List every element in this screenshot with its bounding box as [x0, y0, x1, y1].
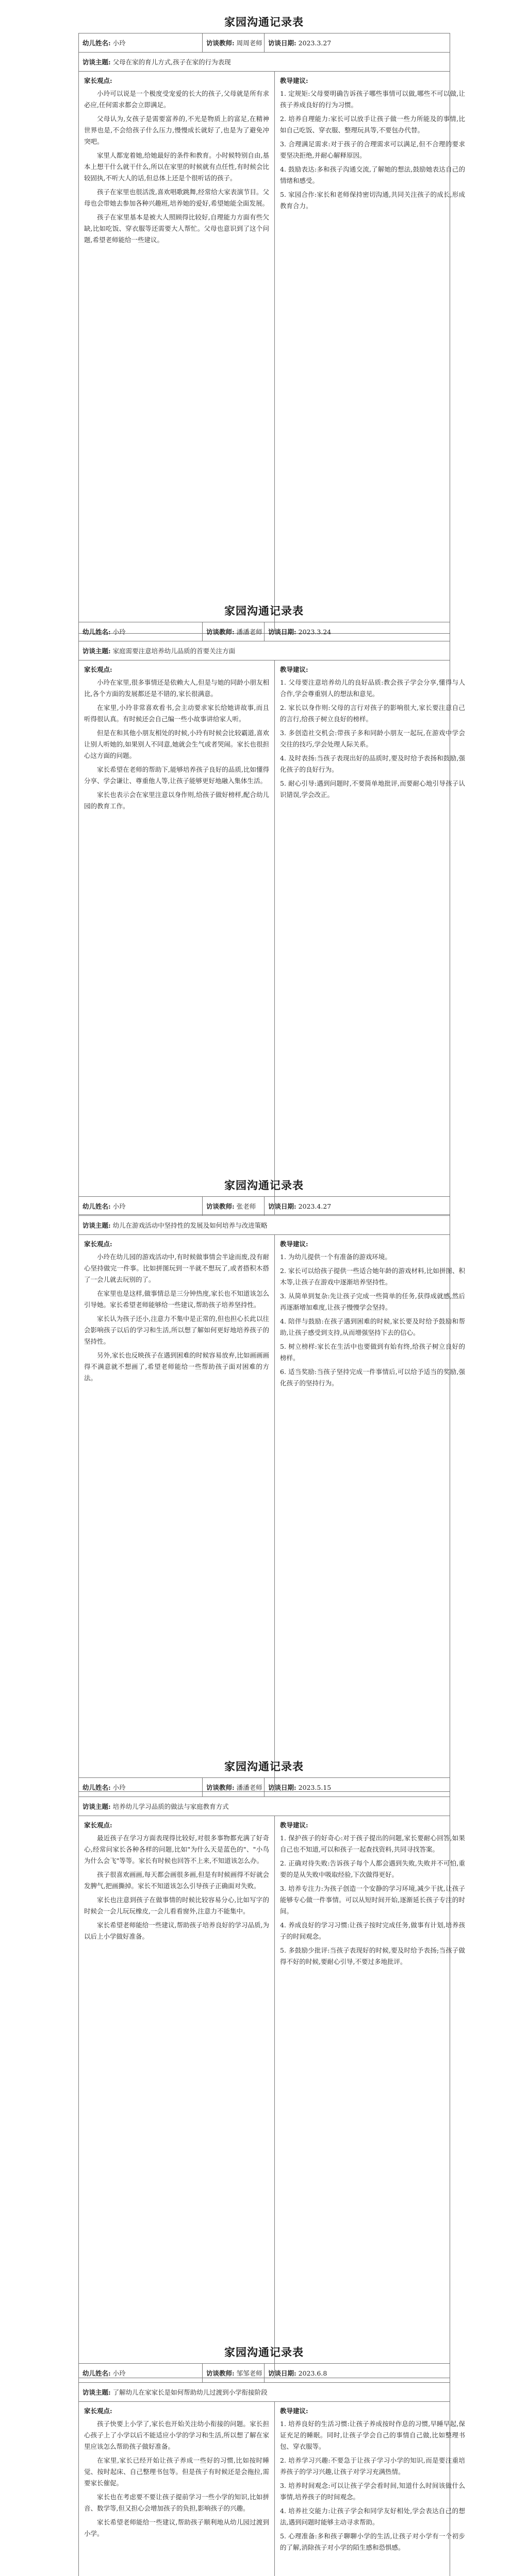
date-cell: [265, 33, 450, 53]
child-name-label: 幼儿姓名:: [82, 39, 111, 47]
parent-column: [79, 2402, 275, 2576]
teacher-cell: [203, 1197, 265, 1216]
teacher-cell: [203, 2364, 265, 2383]
parent-column: [79, 1235, 275, 1791]
parent-view-heading: 家长观点:: [84, 2407, 112, 2415]
date-cell: [265, 1778, 450, 1797]
child-name-value: 小玲: [112, 1202, 126, 1210]
record-5: [78, 2342, 465, 2576]
parent-paragraph: 家长也注意到孩子在做事情的时候比较容易分心,比如写字的时候会一会儿玩玩橡皮,一会儿看看窗外,注意力不能集中。: [84, 1896, 269, 1915]
parent-paragraph: 孩子在家里基本是被大人照顾得比较好,自理能力方面有些欠缺,比如吃饭、穿衣服等还需要大人帮忙。父母也意识到了这个问题,希望老师能给一些建议。: [84, 213, 269, 244]
teacher-advice-heading: 教导建议:: [280, 1821, 308, 1829]
topic-value: 家庭需要注意培养幼儿品质的首要关注方面: [112, 647, 236, 655]
record-table: [78, 1196, 465, 1792]
date-label: 访谈日期:: [268, 1784, 296, 1791]
teacher-paragraph: 3. 培养专注力:为孩子创造一个安静的学习环境,减少干扰,让孩子能够专心做一件事情。可以从短时间开始,逐渐延长孩子专注的时间。: [280, 1885, 465, 1915]
teacher-label: 访谈教师:: [206, 1784, 235, 1791]
parent-paragraph: 孩子快要上小学了,家长也开始关注幼小衔接的问题。家长担心孩子上了小学以后不能适应小学的学习和生活,所以想了解在家里应该怎么帮助孩子做好准备。: [84, 2420, 269, 2450]
parent-column: [79, 1816, 275, 2378]
teacher-label: 访谈教师:: [206, 1202, 235, 1210]
parent-paragraph: 在家里,家长已经开始让孩子养成一些好的习惯,比如按时睡觉、按时起床、自己整理书包等。但是孩子有时候还是会拖拉,需要家长催促。: [84, 2456, 269, 2487]
topic-cell: [79, 641, 450, 660]
topic-label: 访谈主题:: [82, 1803, 111, 1810]
teacher-advice-heading: 教导建议:: [280, 1240, 308, 1248]
parent-view-heading: 家长观点:: [84, 1821, 112, 1829]
teacher-value: 潘潘老师: [236, 1784, 262, 1791]
parent-paragraph: 在家里,小玲非常喜欢看书,会主动要求家长给她讲故事,而且听得很认真。有时候还会自己编一些小故事讲给家人听。: [84, 704, 269, 723]
teacher-cell: [203, 33, 265, 53]
teacher-paragraph: 5. 心理准备:多和孩子聊聊小学的生活,让孩子对小学有一个初步的了解,消除孩子对小学的陌生感和恐惧感。: [280, 2532, 465, 2551]
teacher-advice-heading: 教导建议:: [280, 77, 308, 84]
parent-paragraph: 小玲在幼儿园的游戏活动中,有时候做事情会半途而废,没有耐心坚持做完一件事。比如拼图玩到一半就不想玩了,或者搭积木搭了一会儿就去玩别的了。: [84, 1253, 269, 1283]
parent-paragraph: 最近孩子在学习方面表现得比较好,对很多事物都充满了好奇心,经常问家长各种各样的问题,比如"为什么天是蓝色的"、"小鸟为什么会飞"等等。家长有时候也回答不上来,不知道该怎么办。: [84, 1834, 269, 1865]
teacher-paragraph: 5. 多鼓励少批评:当孩子表现好的时候,要及时给予表扬;当孩子做得不好的时候,要耐心引导,不要过多地批评。: [280, 1946, 465, 1965]
record-title: 家园沟通记录表: [224, 2346, 304, 2359]
teacher-paragraph: 5. 树立榜样:家长在生活中也要做到有始有终,给孩子树立良好的榜样。: [280, 1343, 465, 1362]
record-title: 家园沟通记录表: [224, 604, 304, 617]
teacher-value: 周周老师: [236, 39, 262, 47]
child-name-value: 小玲: [112, 1784, 126, 1791]
topic-label: 访谈主题:: [82, 1222, 111, 1229]
teacher-paragraph: 2. 培养学习兴趣:不要急于让孩子学习小学的知识,而是要注重培养孩子的学习兴趣,让孩子对学习充满热情。: [280, 2456, 465, 2476]
date-label: 访谈日期:: [268, 39, 296, 47]
teacher-paragraph: 4. 及时表扬:当孩子表现出好的品质时,要及时给予表扬和鼓励,强化孩子的良好行为。: [280, 754, 465, 773]
child-name-label: 幼儿姓名:: [82, 1202, 111, 1210]
teacher-paragraph: 1. 保护孩子的好奇心:对于孩子提出的问题,家长要耐心回答,如果自己也不知道,可以和孩子一起查找资料,共同寻找答案。: [280, 1834, 465, 1853]
parent-paragraph: 家长希望老师能给一些建议,帮助孩子培养良好的学习品质,为以后上小学做好准备。: [84, 1921, 269, 1940]
teacher-paragraph: 3. 培养时间观念:可以让孩子学会看时间,知道什么时间该做什么事情,培养孩子的时间观念。: [280, 2482, 465, 2501]
teacher-paragraph: 1. 为幼儿提供一个有准备的游戏环境。: [280, 1253, 391, 1261]
teacher-paragraph: 2. 家长可以给孩子提供一些适合她年龄的游戏材料,比如拼图、积木等,让孩子在游戏中逐渐培养坚持性。: [280, 1267, 465, 1286]
date-value: 2023.3.27: [298, 39, 332, 47]
teacher-advice-heading: 教导建议:: [280, 666, 308, 673]
topic-label: 访谈主题:: [82, 58, 111, 66]
teacher-column: [275, 1235, 471, 1791]
record-table: [78, 2363, 465, 2576]
date-cell: [265, 622, 450, 641]
date-value: 2023.5.15: [298, 1784, 332, 1791]
teacher-paragraph: 2. 培养自理能力:家长可以放手让孩子做一些力所能及的事情,比如自己吃饭、穿衣服、整理玩具等,不要包办代替。: [280, 115, 465, 134]
teacher-paragraph: 2. 正确对待失败:告诉孩子每个人都会遇到失败,失败并不可怕,重要的是从失败中吸取经验,下次做得更好。: [280, 1859, 465, 1878]
record-3: [78, 1175, 465, 1792]
child-name-cell: [79, 1197, 203, 1216]
teacher-column: [275, 72, 471, 633]
record-title: 家园沟通记录表: [224, 15, 304, 28]
topic-value: 了解幼儿在家家长是如何帮助幼儿过渡到小学衔接阶段: [112, 2388, 268, 2396]
parent-paragraph: 孩子很喜欢画画,每天都会画很多画,但是有时候画得不好就会发脾气,把画撕掉。家长不知道该怎么引导孩子正确面对失败。: [84, 1871, 269, 1890]
teacher-value: 邹邹老师: [236, 2369, 262, 2377]
record-2: [78, 600, 465, 1215]
date-label: 访谈日期:: [268, 1202, 296, 1210]
child-name-cell: [79, 2364, 203, 2383]
teacher-label: 访谈教师:: [206, 39, 235, 47]
teacher-paragraph: 4. 鼓励表达:多和孩子沟通交流,了解她的想法,鼓励她表达自己的情绪和感受。: [280, 165, 465, 184]
date-value: 2023.6.8: [298, 2369, 327, 2377]
teacher-paragraph: 6. 适当奖励:当孩子坚持完成一件事情后,可以给予适当的奖励,强化孩子的坚持行为。: [280, 1368, 465, 1387]
child-name-value: 小玲: [112, 628, 126, 636]
parent-paragraph: 家长希望老师能给一些建议,帮助孩子顺利地从幼儿园过渡到小学。: [84, 2518, 269, 2537]
topic-cell: [79, 1797, 450, 1816]
teacher-cell: [203, 622, 265, 641]
teacher-paragraph: 3. 多创造社交机会:带孩子多和同龄小朋友一起玩,在游戏中学会交往的技巧,学会处理人际关系。: [280, 729, 465, 748]
topic-value: 幼儿在游戏活动中坚持性的发展及如何培养与改进策略: [112, 1222, 268, 1229]
child-name-cell: [79, 1778, 203, 1797]
teacher-advice-heading: 教导建议:: [280, 2407, 308, 2415]
parent-paragraph: 但是在和其他小朋友相处的时候,小玲有时候会比较霸道,喜欢让别人听她的,如果别人不同意,她就会生气或者哭闹。家长也很担心这方面的问题。: [84, 729, 269, 759]
parent-paragraph: 孩子在家里也很活泼,喜欢唱歌跳舞,经常给大家表演节目。父母也会带她去参加各种兴趣班,培养她的爱好,希望她能全面发展。: [84, 188, 269, 207]
parent-view-heading: 家长观点:: [84, 1240, 112, 1248]
parent-paragraph: 小玲可以说是一个极度受宠爱的长大的孩子,父母就是所有求必应,任何需求都会立即满足。: [84, 90, 269, 109]
teacher-column: [275, 1816, 471, 2378]
teacher-paragraph: 5. 耐心引导:遇到问题时,不要简单地批评,而要耐心地引导孩子认识错误,学会改正。: [280, 779, 465, 799]
parent-paragraph: 家长也在考虑要不要让孩子提前学习一些小学的知识,比如拼音、数学等,但又担心会增加孩子的负担,影响孩子的兴趣。: [84, 2493, 269, 2512]
teacher-paragraph: 1. 定规矩:父母要明确告诉孩子哪些事情可以做,哪些不可以做,让孩子养成良好的行为习惯。: [280, 90, 465, 109]
parent-view-heading: 家长观点:: [84, 77, 112, 84]
child-name-label: 幼儿姓名:: [82, 2369, 111, 2377]
parent-paragraph: 在家里也是这样,做事情总是三分钟热度,家长也不知道该怎么引导她。家长希望老师能够给一些建议,帮助孩子培养坚持性。: [84, 1290, 269, 1309]
teacher-paragraph: 1. 培养良好的生活习惯:让孩子养成按时作息的习惯,早睡早起,保证充足的睡眠。同时,让孩子学会自己的事情自己做,比如整理书包、穿衣服等。: [280, 2420, 465, 2450]
parent-column: [79, 72, 275, 633]
teacher-label: 访谈教师:: [206, 628, 235, 636]
child-name-label: 幼儿姓名:: [82, 628, 111, 636]
record-1: [78, 11, 465, 634]
record-title: 家园沟通记录表: [224, 1179, 304, 1192]
teacher-paragraph: 5. 家园合作:家长和老师保持密切沟通,共同关注孩子的成长,形成教育合力。: [280, 191, 465, 210]
child-name-value: 小玲: [112, 39, 126, 47]
parent-paragraph: 家长认为孩子还小,注意力不集中是正常的,但也担心长此以往会影响孩子以后的学习和生活,所以想了解如何更好地培养孩子的坚持性。: [84, 1315, 269, 1345]
teacher-value: 潘潘老师: [236, 628, 262, 636]
record-table: [78, 1777, 465, 2378]
teacher-paragraph: 4. 培养社交能力:让孩子学会和同学友好相处,学会表达自己的想法,遇到问题时能够主动寻求帮助。: [280, 2507, 465, 2526]
topic-value: 培养幼儿学习品质的做法与家庭教育方式: [112, 1803, 229, 1810]
teacher-cell: [203, 1778, 265, 1797]
teacher-column: [275, 660, 471, 1214]
teacher-paragraph: 4. 陪伴与鼓励:在孩子遇到困难的时候,家长要及时给予鼓励和帮助,让孩子感受到支持,从而增强坚持下去的信心。: [280, 1317, 465, 1336]
record-table: [78, 622, 465, 1215]
topic-label: 访谈主题:: [82, 647, 111, 655]
parent-paragraph: 小玲在家里,很多事情还是依赖大人,但是与她的同龄小朋友相比,各个方面的发展都还是不错的,家长很满意。: [84, 679, 269, 698]
date-value: 2023.4.27: [298, 1202, 332, 1210]
topic-cell: [79, 2383, 450, 2402]
record-table: [78, 33, 465, 634]
child-name-value: 小玲: [112, 2369, 126, 2377]
date-label: 访谈日期:: [268, 628, 296, 636]
teacher-paragraph: 3. 合理满足需求:对于孩子的合理需求可以满足,但不合理的要求要坚决拒绝,并耐心解释原因。: [280, 140, 465, 159]
date-label: 访谈日期:: [268, 2369, 296, 2377]
topic-label: 访谈主题:: [82, 2388, 111, 2396]
teacher-paragraph: 3. 从简单到复杂:先让孩子完成一些简单的任务,获得成就感,然后再逐渐增加难度,让孩子慢慢学会坚持。: [280, 1292, 465, 1311]
record-title: 家园沟通记录表: [224, 1760, 304, 1773]
record-4: [78, 1756, 465, 2378]
child-name-label: 幼儿姓名:: [82, 1784, 111, 1791]
topic-value: 父母在家的育儿方式,孩子在家的行为表现: [112, 58, 231, 66]
date-cell: [265, 2364, 450, 2383]
teacher-paragraph: 4. 养成良好的学习习惯:让孩子按时完成任务,做事有计划,培养孩子的时间观念。: [280, 1921, 465, 1940]
parent-view-heading: 家长观点:: [84, 666, 112, 673]
teacher-paragraph: 2. 家长以身作则:父母的言行对孩子的影响很大,家长要注意自己的言行,给孩子树立良好的榜样。: [280, 704, 465, 723]
date-value: 2023.3.24: [298, 628, 332, 636]
teacher-label: 访谈教师:: [206, 2369, 235, 2377]
parent-paragraph: 父母认为,女孩子是需要富养的,不光是物质上的富足,在精神世界也是,不会给孩子什么压力,慢慢成长就好了,也是为了避免冲突吧。: [84, 115, 269, 145]
parent-paragraph: 家长也表示会在家里注意以身作则,给孩子做好榜样,配合幼儿园的教育工作。: [84, 791, 269, 810]
date-cell: [265, 1197, 450, 1216]
parent-paragraph: 家里人都宠着她,给她最好的条件和教育。小时候特别自由,基本上想干什么就干什么,所以在家里的时候就有点任性,有时候会比较固执,不听大人的话,但总体上还是个很听话的孩子。: [84, 151, 269, 182]
teacher-value: 张老师: [236, 1202, 256, 1210]
topic-cell: [79, 1216, 450, 1235]
teacher-column: [275, 2402, 471, 2576]
parent-paragraph: 家长希望在老师的帮助下,能够培养孩子良好的品质,比如懂得分享、学会谦让、尊重他人等,让孩子能够更好地融入集体生活。: [84, 766, 269, 785]
child-name-cell: [79, 33, 203, 53]
topic-cell: [79, 53, 450, 72]
child-name-cell: [79, 622, 203, 641]
parent-column: [79, 660, 275, 1214]
teacher-paragraph: 1. 父母要注意培养幼儿的良好品质:教会孩子学会分享,懂得与人合作,学会尊重别人的想法和意见。: [280, 679, 465, 698]
parent-paragraph: 另外,家长也反映孩子在遇到困难的时候容易放弃,比如画画画得不满意就不想画了,希望老师能给一些帮助孩子面对困难的方法。: [84, 1351, 269, 1382]
